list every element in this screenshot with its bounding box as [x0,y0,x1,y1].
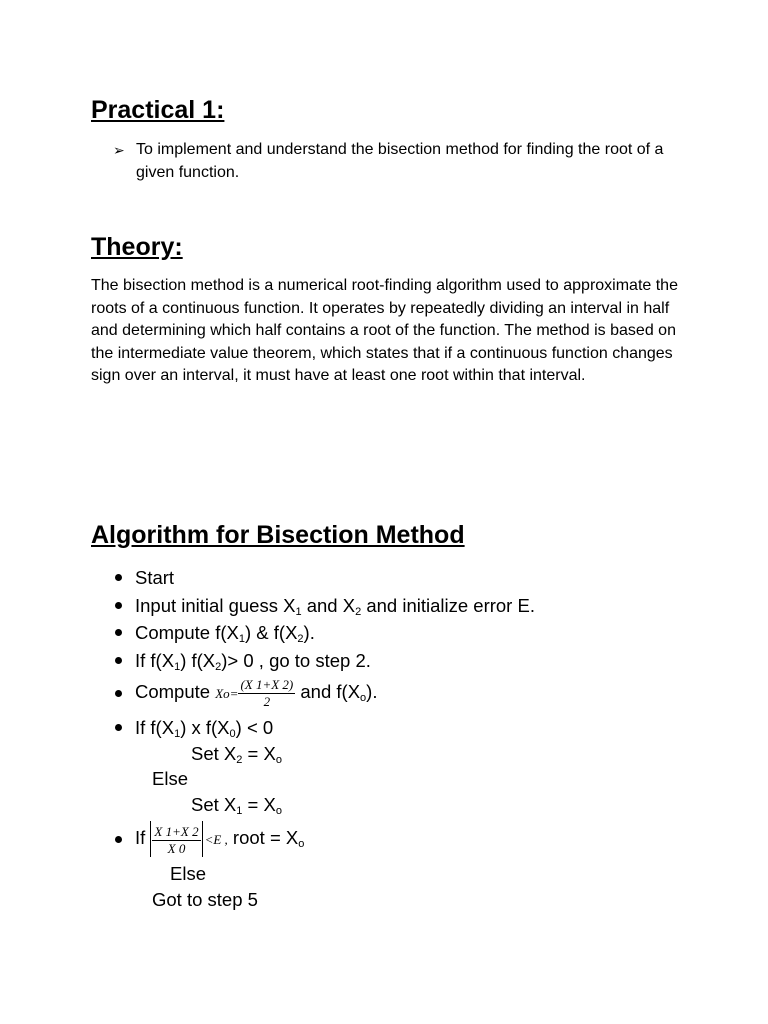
bullet-icon [115,836,122,843]
step-else: Else [152,768,188,789]
step-compute-f: Compute $f(X_1)$ & $f(X_2)$. [135,622,315,645]
error-fraction: $\frac{X 1+X 2}{X 0}$ [154,823,199,856]
error-compare: <E , [204,832,228,847]
step-input: Input initial guess $X_1$ and $X_2$ and initialize error E. [135,595,535,618]
step-check-sign: If $f(X_1)$ $f(X_2)> 0$ , go to step 2. [135,650,371,673]
practical-heading: Practical 1: [91,96,225,124]
step-set-x1: Set $X_1 = X_o$ [191,794,282,817]
midpoint-lhs: Xo= [215,686,239,701]
bullet-icon [115,724,122,731]
step-convergence-check: If $\frac{X 1+X 2}{X 0}$ <E , root = $X_o$ [135,820,304,858]
algorithm-heading: Algorithm for Bisection Method [91,521,465,549]
bullet-icon [115,602,122,609]
step-compute-midpoint: Compute Xo= $\frac{(X 1+X 2)}{2}$ and $f(X_o)$. [135,676,378,709]
theory-heading: Theory: [91,233,183,261]
bullet-icon [115,657,122,664]
bullet-icon [115,690,122,697]
step-goto: Got to step 5 [152,889,258,910]
midpoint-fraction: $\frac{(X 1+X 2)}{2}$ [240,676,294,709]
arrow-bullet-icon: ➢ [113,142,125,158]
step-start: Start [135,567,175,588]
bullet-icon [115,629,122,636]
bullet-icon [115,574,122,581]
step-set-x2: Set $X_2 = X_o$ [191,743,282,766]
objective-text: To implement and understand the bisection method for finding the root of a given function. [136,141,664,181]
theory-paragraph: The bisection method is a numerical root-finding algorithm used to approximate the roots of a continuous function. It operates by repeatedly dividing an interval in half and determining which half contains a root of the function. The method is based on the intermediate value theorem, which states that if a continuous function changes sign over an interval, it must have at least one root within that interval. [91,277,678,385]
step-else-2: Else [170,863,206,884]
step-condition: If $f(X_1)$ x $f(X_0) < 0$ [135,717,274,740]
absolute-value [150,821,202,857]
